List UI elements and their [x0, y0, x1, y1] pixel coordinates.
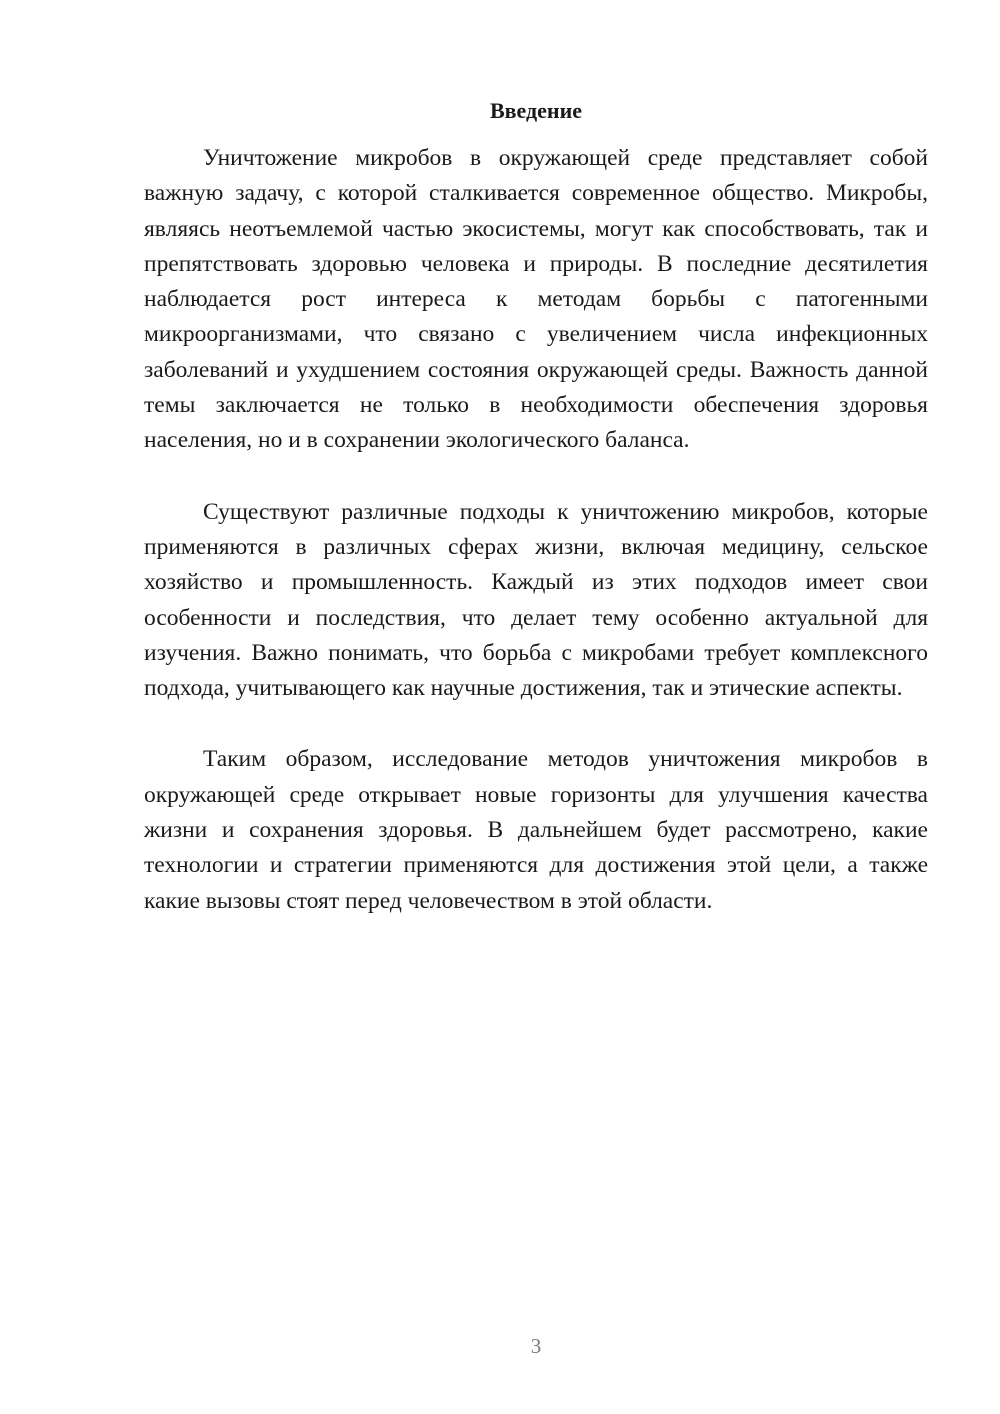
paragraph-1: Уничтожение микробов в окружающей среде представляет собой важную задачу, с которой сталкивается современное общество. Микробы, являясь неотъемлемой частью экосистемы, могут как способствовать, так и препятствовать здоровью человека и природы. В последние десятилетия наблюдается рост интереса к методам борьбы с патогенными микроорганизмами, что связано с увеличением числа инфекционных заболеваний и ухудшением состояния окружающей среды. Важность данной темы заключается не только в необходимости обеспечения здоровья населения, но и в сохранении экологического баланса.: [144, 145, 928, 454]
body-text: [144, 141, 928, 955]
section-title: Введение: [489, 98, 583, 123]
page-number: 3: [530, 1334, 542, 1358]
paragraph-2: Существуют различные подходы к уничтожению микробов, которые применяются в различных сферах жизни, включая медицину, сельское хозяйство и промышленность. Каждый из этих подходов имеет свои особенности и последствия, что делает тему особенно актуальной для изучения. Важно понимать, что борьба с микробами требует комплексного подхода, учитывающего как научные достижения, так и этические аспекты.: [144, 498, 928, 702]
paragraph-3: Таким образом, исследование методов уничтожения микробов в окружающей среде открывает новые горизонты для улучшения качества жизни и сохранения здоровья. В дальнейшем будет рассмотрено, какие технологии и стратегии применяются для достижения этой цели, а также какие вызовы стоят перед человечеством в этой области.: [144, 746, 928, 914]
